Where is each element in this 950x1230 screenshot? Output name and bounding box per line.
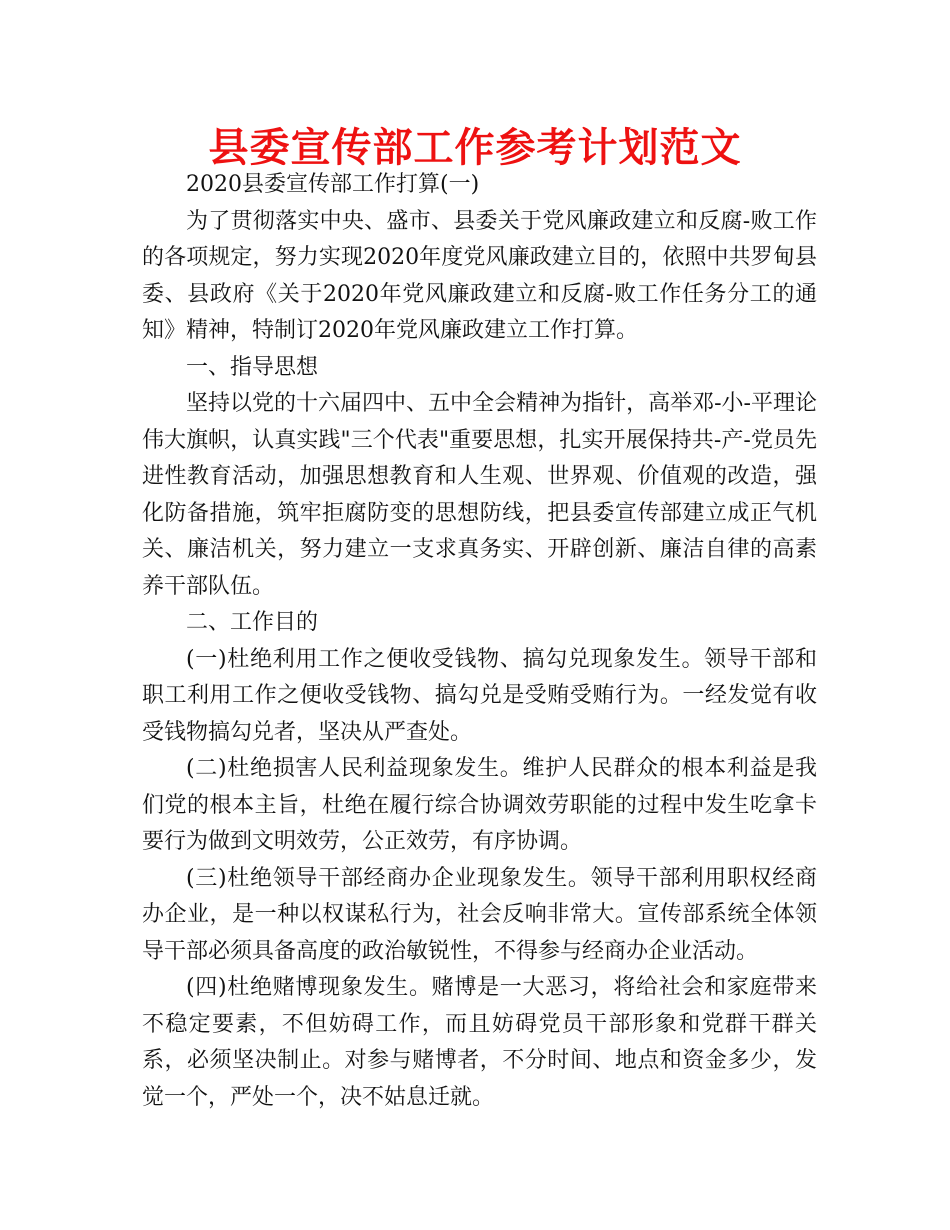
- paragraph-goal-4: (四)杜绝赌博现象发生。赌博是一大恶习，将给社会和家庭带来不稳定要素，不但妨碍工作，而且妨碍党员干部形象和党群干群关系，必须坚决制止。对参与赌博者，不分时间、地点和资金多少，发觉一个，严处一个，决不姑息迁就。: [142, 975, 817, 1110]
- section-heading-work-goals: 二、工作目的: [186, 610, 319, 635]
- paragraph-intro: 为了贯彻落实中央、盛市、县委关于党风廉政建立和反腐-败工作的各项规定，努力实现2020年度党风廉政建立目的，依照中共罗甸县委、县政府《关于2020年党风廉政建立和反腐-败工作任务分工的通知》精神，特制订2020年党风廉政建立工作打算。: [142, 208, 817, 343]
- subheading-plan: 2020县委宣传部工作打算(一): [186, 172, 480, 197]
- paragraph-goal-2: (二)杜绝损害人民利益现象发生。维护人民群众的根本利益是我们党的根本主旨，杜绝在履行综合协调效劳职能的过程中发生吃拿卡要行为做到文明效劳，公正效劳，有序协调。: [142, 756, 817, 854]
- paragraph-guiding-thought: 坚持以党的十六届四中、五中全会精神为指针，高举邓-小-平理论伟大旗帜，认真实践"三个代表"重要思想，扎实开展保持共-产-党员先进性教育活动，加强思想教育和人生观、世界观、价值观的改造，强化防备措施，筑牢拒腐防变的思想防线，把县委宣传部建立成正气机关、廉洁机关，努力建立一支求真务实、开辟创新、廉洁自律的高素养干部队伍。: [142, 391, 817, 599]
- paragraph-goal-3: (三)杜绝领导干部经商办企业现象发生。领导干部利用职权经商办企业，是一种以权谋私行为，社会反响非常大。宣传部系统全体领导干部必须具备高度的政治敏锐性，不得参与经商办企业活动。: [142, 865, 817, 964]
- document-body: [142, 167, 817, 1116]
- paragraph-goal-1: (一)杜绝利用工作之便收受钱物、搞勾兑现象发生。领导干部和职工利用工作之便收受钱物、搞勾兑是受贿受贿行为。一经发觉有收受钱物搞勾兑者，坚决从严查处。: [142, 646, 817, 745]
- section-heading-guiding-thought: 一、指导思想: [186, 354, 319, 380]
- document-title: 县委宣传部工作参考计划范文: [208, 124, 742, 171]
